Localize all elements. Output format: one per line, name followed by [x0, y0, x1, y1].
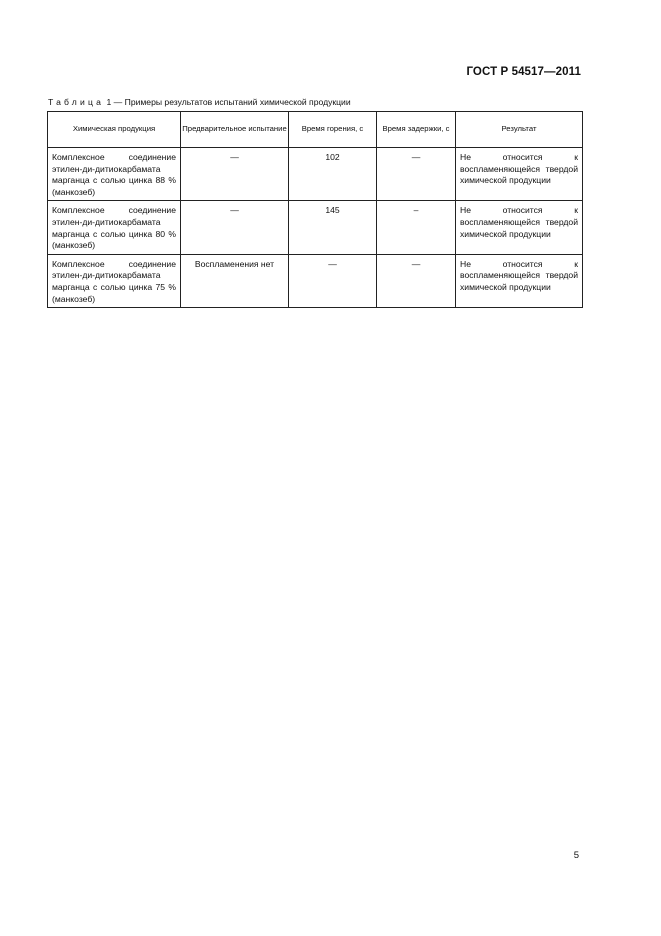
table-row — [48, 254, 583, 307]
page-number: 5 — [573, 850, 579, 861]
cell-product: Комплексное соединение этилен-ди-дитиокарбамата марганца с солью цинка 75 % (манкозеб) — [48, 254, 181, 307]
table-caption-text: 1 — Примеры результатов испытаний химической продукции — [104, 97, 351, 107]
column-header-delay-time: Время задержки, с — [377, 112, 456, 148]
table-row — [48, 201, 583, 254]
cell-result: Не относится к воспламеняющейся твердой химической продукции — [456, 148, 583, 201]
document-code: ГОСТ Р 54517—2011 — [466, 66, 581, 78]
table-row — [48, 148, 583, 201]
cell-product: Комплексное соединение этилен-ди-дитиокарбамата марганца с солью цинка 80 % (манкозеб) — [48, 201, 181, 254]
cell-preliminary: Воспламенения нет — [181, 254, 289, 307]
cell-preliminary: — — [181, 148, 289, 201]
table-header-row — [48, 112, 583, 148]
column-header-result: Результат — [456, 112, 583, 148]
column-header-burn-time: Время горения, с — [289, 112, 377, 148]
cell-delay-time: — — [377, 254, 456, 307]
cell-delay-time: — — [377, 148, 456, 201]
cell-burn-time: 102 — [289, 148, 377, 201]
cell-burn-time: 145 — [289, 201, 377, 254]
cell-result: Не относится к воспламеняющейся твердой химической продукции — [456, 254, 583, 307]
table-caption-label: Таблица — [48, 97, 105, 107]
column-header-product: Химическая продукция — [48, 112, 181, 148]
cell-result: Не относится к воспламеняющейся твердой химической продукции — [456, 201, 583, 254]
cell-preliminary: — — [181, 201, 289, 254]
cell-burn-time: — — [289, 254, 377, 307]
results-table — [47, 111, 583, 308]
column-header-preliminary: Предварительное испытание — [181, 112, 289, 148]
cell-product: Комплексное соединение этилен-ди-дитиокарбамата марганца с солью цинка 88 % (манкозеб) — [48, 148, 181, 201]
cell-delay-time: – — [377, 201, 456, 254]
table-caption — [48, 97, 351, 107]
